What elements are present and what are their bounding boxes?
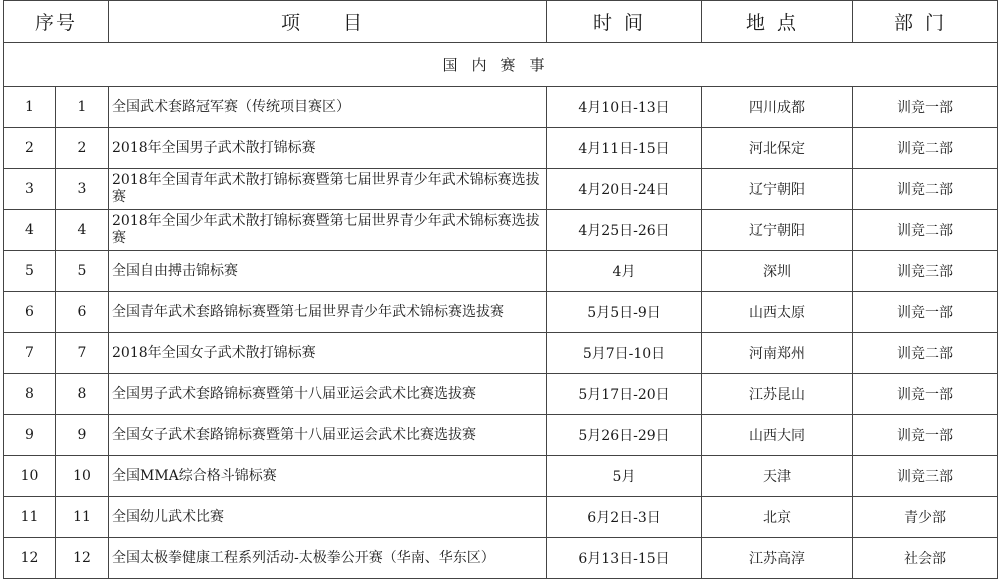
header-seq: 序号 <box>4 1 109 43</box>
event-name: 2018年全国少年武术散打锦标赛暨第七届世界青少年武术锦标赛选拔赛 <box>109 210 547 251</box>
row-sub-index: 6 <box>56 292 109 333</box>
row-index: 10 <box>4 456 56 497</box>
table-row <box>4 333 998 374</box>
event-place: 北京 <box>702 497 853 538</box>
section-title: 国内赛事 <box>4 43 998 87</box>
row-index: 5 <box>4 251 56 292</box>
table-row <box>4 415 998 456</box>
event-name: 2018年全国男子武术散打锦标赛 <box>109 128 547 169</box>
table-row <box>4 128 998 169</box>
table-row <box>4 456 998 497</box>
event-time: 6月2日-3日 <box>547 497 702 538</box>
table-row <box>4 538 998 579</box>
row-index: 8 <box>4 374 56 415</box>
event-name: 全国男子武术套路锦标赛暨第十八届亚运会武术比赛选拔赛 <box>109 374 547 415</box>
event-time: 6月13日-15日 <box>547 538 702 579</box>
row-sub-index: 2 <box>56 128 109 169</box>
row-index: 12 <box>4 538 56 579</box>
row-index: 9 <box>4 415 56 456</box>
event-name: 全国幼儿武术比赛 <box>109 497 547 538</box>
event-dept: 训竞一部 <box>853 415 998 456</box>
event-place: 江苏昆山 <box>702 374 853 415</box>
event-name: 2018年全国青年武术散打锦标赛暨第七届世界青少年武术锦标赛选拔赛 <box>109 169 547 210</box>
row-sub-index: 4 <box>56 210 109 251</box>
header-time: 时间 <box>547 1 702 43</box>
row-sub-index: 8 <box>56 374 109 415</box>
header-item: 项 目 <box>109 1 547 43</box>
event-place: 四川成都 <box>702 87 853 128</box>
event-place: 河南郑州 <box>702 333 853 374</box>
row-sub-index: 10 <box>56 456 109 497</box>
event-time: 4月20日-24日 <box>547 169 702 210</box>
event-place: 天津 <box>702 456 853 497</box>
row-index: 1 <box>4 87 56 128</box>
event-dept: 训竞二部 <box>853 169 998 210</box>
row-index: 6 <box>4 292 56 333</box>
row-sub-index: 1 <box>56 87 109 128</box>
event-place: 辽宁朝阳 <box>702 210 853 251</box>
event-time: 5月17日-20日 <box>547 374 702 415</box>
event-time: 5月7日-10日 <box>547 333 702 374</box>
event-name: 全国女子武术套路锦标赛暨第十八届亚运会武术比赛选拔赛 <box>109 415 547 456</box>
event-name: 全国MMA综合格斗锦标赛 <box>109 456 547 497</box>
event-place: 山西大同 <box>702 415 853 456</box>
header-place: 地点 <box>702 1 853 43</box>
table-row <box>4 87 998 128</box>
event-dept: 训竞二部 <box>853 128 998 169</box>
table-row <box>4 251 998 292</box>
row-index: 7 <box>4 333 56 374</box>
table-row <box>4 292 998 333</box>
event-dept: 训竞一部 <box>853 374 998 415</box>
event-place: 江苏高淳 <box>702 538 853 579</box>
table-row <box>4 497 998 538</box>
event-dept: 社会部 <box>853 538 998 579</box>
event-time: 4月25日-26日 <box>547 210 702 251</box>
event-name: 全国青年武术套路锦标赛暨第七届世界青少年武术锦标赛选拔赛 <box>109 292 547 333</box>
event-time: 5月5日-9日 <box>547 292 702 333</box>
event-dept: 训竞一部 <box>853 292 998 333</box>
event-name: 2018年全国女子武术散打锦标赛 <box>109 333 547 374</box>
event-dept: 青少部 <box>853 497 998 538</box>
header-row <box>4 1 998 43</box>
event-dept: 训竞一部 <box>853 87 998 128</box>
event-dept: 训竞二部 <box>853 210 998 251</box>
event-place: 深圳 <box>702 251 853 292</box>
event-dept: 训竞三部 <box>853 251 998 292</box>
event-time: 4月11日-15日 <box>547 128 702 169</box>
event-place: 河北保定 <box>702 128 853 169</box>
event-time: 5月 <box>547 456 702 497</box>
event-name: 全国太极拳健康工程系列活动-太极拳公开赛（华南、华东区） <box>109 538 547 579</box>
event-name: 全国自由搏击锦标赛 <box>109 251 547 292</box>
event-time: 4月 <box>547 251 702 292</box>
event-time: 4月10日-13日 <box>547 87 702 128</box>
row-sub-index: 12 <box>56 538 109 579</box>
row-index: 11 <box>4 497 56 538</box>
row-sub-index: 7 <box>56 333 109 374</box>
header-dept: 部门 <box>853 1 998 43</box>
table-row <box>4 210 998 251</box>
event-time: 5月26日-29日 <box>547 415 702 456</box>
event-place: 辽宁朝阳 <box>702 169 853 210</box>
row-sub-index: 3 <box>56 169 109 210</box>
row-index: 3 <box>4 169 56 210</box>
table-row <box>4 374 998 415</box>
row-index: 4 <box>4 210 56 251</box>
row-sub-index: 9 <box>56 415 109 456</box>
event-place: 山西太原 <box>702 292 853 333</box>
event-dept: 训竞二部 <box>853 333 998 374</box>
row-sub-index: 11 <box>56 497 109 538</box>
table-row <box>4 169 998 210</box>
row-index: 2 <box>4 128 56 169</box>
row-sub-index: 5 <box>56 251 109 292</box>
event-dept: 训竞三部 <box>853 456 998 497</box>
event-name: 全国武术套路冠军赛（传统项目赛区） <box>109 87 547 128</box>
events-table <box>3 0 998 579</box>
section-row <box>4 43 998 87</box>
